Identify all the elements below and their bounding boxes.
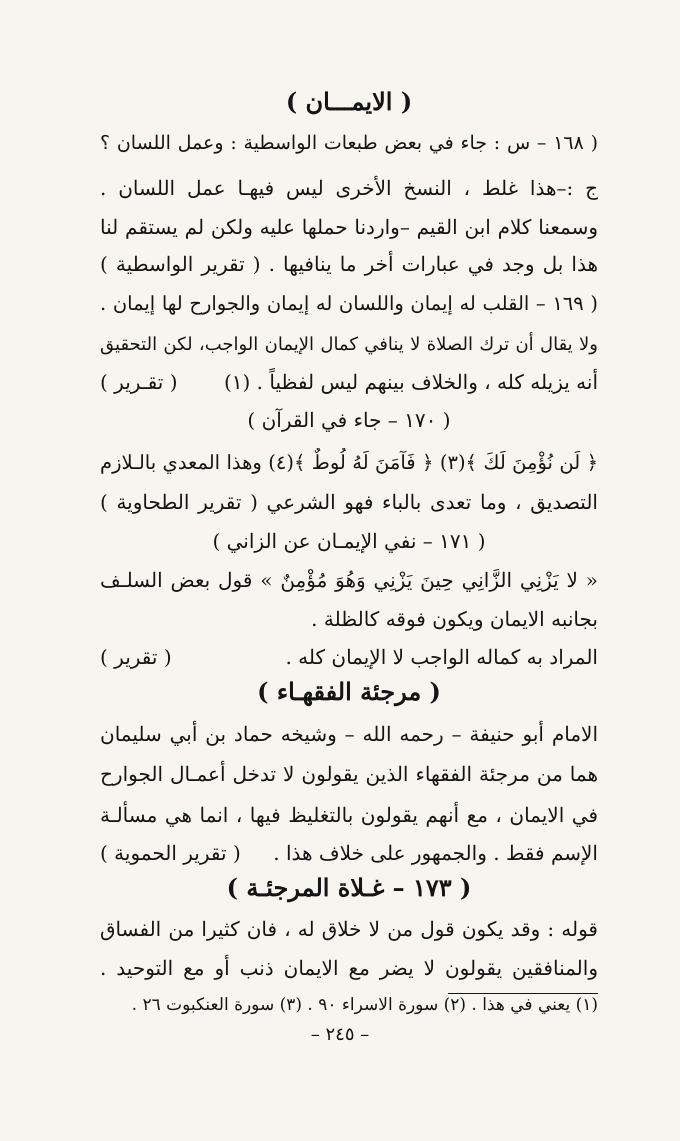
item-169-source: ( تقـرير ) — [100, 370, 178, 394]
item-169-line-2: ولا يقال أن ترك الصلاة لا ينافي كمال الإيمان الواجب، لكن التحقيق — [100, 334, 598, 355]
heading-173: ( ١٧٣ – غـلاة المرجئـة ) — [226, 873, 472, 902]
heading-171: ( ١٧١ – نفي الإيمـان عن الزاني ) — [212, 529, 486, 553]
item-169-line-3-text: أنه يزيله كله ، والخلاف بينهم ليس لفظياً . (١) — [223, 370, 598, 394]
item-170-line-2: التصديق ، وما تعدى بالباء فهو الشرعي ( تقرير الطحاوية ) — [100, 490, 598, 514]
item-168-line-2: ج :–هذا غلط ، النسخ الأخرى ليس فيهـا عمل اللسان . — [100, 176, 598, 200]
murjia-line-3: في الايمان ، مع أنهم يقولون بالتغليظ فيها ، انما هي مسألـة — [100, 803, 598, 827]
heading-170: ( ١٧٠ – جاء في القرآن ) — [247, 408, 451, 432]
item-170-line-1: ﴿ لَن نُؤْمِنَ لَكَ ﴾(٣) ﴿ فَآمَنَ لَهُ لُوطٌ ﴾(٤) وهذا المعدي بالـلازم — [100, 451, 598, 474]
item-168-line-4: هذا بل وجد في عبارات أخر ما ينافيها . ( تقرير الواسطية ) — [100, 252, 598, 276]
item-171-line-3-text: المراد به كماله الواجب لا الإيمان كله . — [285, 645, 598, 669]
murjia-line-1: الامام أبو حنيفة – رحمه الله – وشيخه حماد بن أبي سليمان — [100, 722, 598, 746]
item-173-line-1: قوله : وقد يكون قول من لا خلاق له ، فان كثيرا من الفساق — [100, 917, 598, 941]
murjia-line-4-text: الإسم فقط . والجمهور على خلاف هذا . — [273, 841, 598, 865]
item-171-source: ( تقرير ) — [100, 645, 172, 669]
item-168-line-3: وسمعنا كلام ابن القيم –واردنا حملها عليه ولكن لم يستقم لنا — [100, 215, 598, 239]
heading-iman: ( الايمـــان ) — [285, 87, 413, 116]
item-173-line-2: والمنافقين يقولون لا يضر مع الايمان ذنب أو مع التوحيد . — [100, 956, 598, 980]
item-169-line-3 — [100, 367, 598, 397]
item-168-line-1: ( ١٦٨ – س : جاء في بعض طبعات الواسطية : وعمل اللسان ؟ — [100, 132, 598, 154]
item-171-line-1: « لا يَزْنِي الزَّانِي حِينَ يَزْنِي وَهُوَ مُؤْمِنٌ » قول بعض السلـف — [100, 568, 598, 592]
murjia-line-2: هما من مرجئة الفقهاء الذين يقولون لا تدخل أعمـال الجوارح — [100, 762, 598, 786]
item-169-line-1: ( ١٦٩ – القلب له إيمان واللسان له إيمان والجوارح لها إيمان . — [100, 292, 598, 315]
murjia-line-4 — [100, 838, 598, 868]
murjia-source: ( تقرير الحموية ) — [100, 841, 241, 865]
heading-murjia-fuqaha: ( مرجئة الفقهـاء ) — [257, 677, 441, 706]
item-171-line-3 — [100, 642, 598, 672]
item-171-line-2: بجانبه الايمان ويكون فوقه كالظلة . — [311, 607, 598, 631]
footnotes: (١) يعني في هذا . (٢) سورة الاسراء ٩٠ . (٣) سورة العنكبوت ٢٦ . — [131, 995, 598, 1015]
page-number: – ٢٤٥ – — [310, 1024, 370, 1045]
